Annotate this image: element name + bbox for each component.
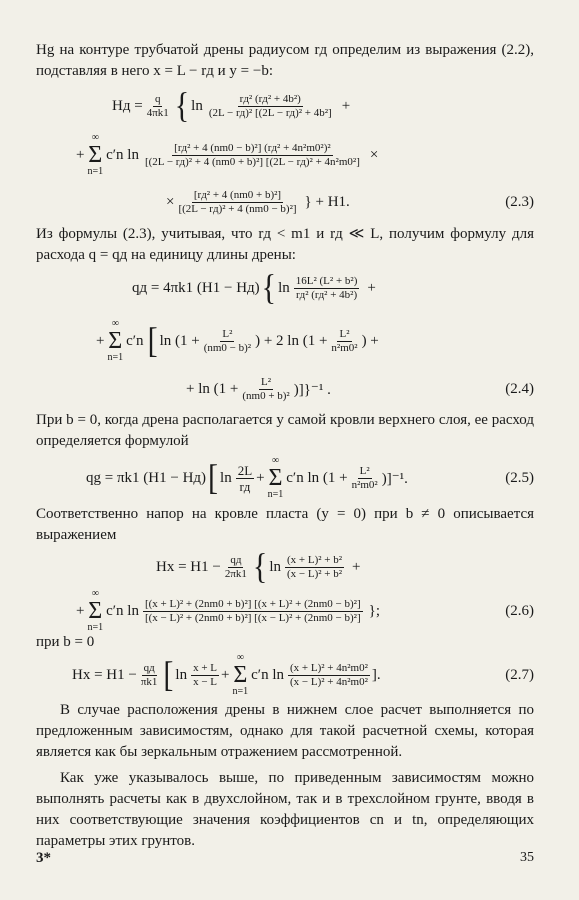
brace-open: { <box>174 85 190 126</box>
eq-ln: ln <box>278 279 290 296</box>
equation-2-4-line-2 <box>36 316 534 366</box>
eq-fraction: $\frac{qд}{2\pi k1}$ <box>224 553 247 580</box>
eq-ln: ln <box>269 558 281 575</box>
eq-operator: × <box>369 146 379 163</box>
sum-symbol: ∞ Σ n=1 <box>87 588 104 633</box>
signature-mark: 3* <box>36 850 51 866</box>
sum-symbol: ∞ Σ n=1 <box>107 318 124 363</box>
paragraph-conclusion: Как уже указывалось выше, по приведенным зависимостям можно выполнять расчеты как в двухслойном, так и в трехслойном грунте, вводя в них соответствующие значения коэффициентов cn и tn, определяющих параметры этих грунтов. <box>36 770 534 849</box>
eq-tail: )]}⁻¹ . <box>293 381 331 398</box>
equation-2-4-line-1 <box>36 268 534 308</box>
eq-lhs: Hx = H1 − <box>72 666 137 683</box>
sum-symbol: ∞ Σ n=1 <box>267 455 284 500</box>
eq-fraction: $\frac{qд}{\pi k1}$ <box>140 661 158 688</box>
bracket-open: [ <box>163 654 174 695</box>
equation-number: (2.4) <box>505 380 534 397</box>
eq-fraction: $\frac{2L}{rд}$ <box>237 462 253 494</box>
eq-lhs: qg = πk1 (H1 − Hд) <box>86 469 207 486</box>
paragraph-lower-layer: В случае расположения дрены в нижнем слое расчет выполняется по предложенным зависимостям, однако для такой расчетной схемы, которая является как бы зеркальным отражением рассмотренной. <box>36 702 534 760</box>
equation-number: (2.6) <box>505 602 534 619</box>
eq-operator: + <box>352 558 361 575</box>
equation-2-6-line-2 <box>36 586 534 636</box>
eq-fraction: $\frac{\text{16L² (L² + b²)}}{\text{rд² (rд² + 4b²)}}$ <box>295 274 358 301</box>
paragraph-when-b-zero: при b = 0 <box>36 634 95 650</box>
sum-symbol: ∞ Σ n=1 <box>87 132 104 177</box>
eq-tail: } + H1. <box>304 193 350 210</box>
eq-fraction: $\frac{\text{L²}}{\text{(nm0 + b)²}}$ <box>242 375 290 402</box>
eq-coefficient: c′n <box>126 332 144 349</box>
eq-fraction: $\frac{\text{[rд² + 4 (nm0 + b)²]}}{\text{[(2L − rд)² + 4 (nm0 − b)²]}}$ <box>178 188 297 215</box>
eq-lhs: qд = 4πk1 (H1 − Hд) <box>132 279 260 296</box>
equation-2-5 <box>36 454 534 502</box>
eq-tail: )]⁻¹. <box>381 470 408 487</box>
equation-2-7 <box>36 650 534 700</box>
eq-coefficient: c′n ln <box>106 602 139 619</box>
paragraph-flow: Из формулы (2.3), учитывая, что rд < m1 и rд ≪ L, получим формулу для расхода q = qд на единицу длины дрены: <box>36 226 534 263</box>
eq-operator: + <box>341 97 351 114</box>
sum-symbol: ∞ Σ n=1 <box>232 652 249 697</box>
equation-2-4-line-3 <box>36 370 534 408</box>
eq-ln: ln <box>191 97 203 114</box>
paragraph-intro: Hg на контуре трубчатой дрены радиусом rд определим из выражения (2.2), подставляя в него x = L − rд и y = −b: <box>36 42 534 79</box>
eq-coefficient: c′n ln <box>251 666 284 683</box>
eq-fraction: $\frac{x + L}{x - L}$ <box>193 661 218 688</box>
eq-tail: ]. <box>371 666 381 683</box>
eq-ln-term: ) + 2 ln (1 + <box>255 332 328 349</box>
paragraph-b-zero: При b = 0, когда дрена располагается у самой кровли верхнего слоя, ее расход определяется формулой <box>36 412 534 449</box>
eq-operator: + <box>76 602 85 619</box>
eq-fraction: $\frac{\text{(x + L)² + b²}}{\text{(x − L)² + b²}}$ <box>286 553 343 580</box>
brace-open: { <box>261 267 277 308</box>
equation-number: (2.5) <box>505 469 534 486</box>
eq-operator: + <box>367 279 376 296</box>
eq-fraction: $\frac{\text{L²}}{\text{(nm0 − b)²}}$ <box>203 327 252 354</box>
page-number: 35 <box>520 850 534 865</box>
eq-operator: + <box>256 469 265 486</box>
eq-coefficient: c′n ln (1 + <box>286 469 348 486</box>
equation-2-3-line-2 <box>36 130 534 180</box>
eq-fraction: $\frac{\text{[(x + L)² + (2nm0 + b)²] [(x + L)² + (2nm0 − b)²]}}{\text{[(x − L)² + (2nm0 + b)²] [(x − L)² + (2nm0 − b)²]}}$ <box>144 597 361 624</box>
eq-ln: ln <box>175 666 188 683</box>
eq-coefficient: c′n ln <box>106 146 139 163</box>
equation-number: (2.3) <box>505 193 534 210</box>
eq-operator: × <box>166 193 175 210</box>
brace-open: { <box>252 546 268 587</box>
eq-fraction: $\frac{\text{L²}}{\text{n²m0²}}$ <box>331 327 358 354</box>
eq-lhs: Hд = <box>112 97 143 114</box>
eq-tail: }; <box>368 602 381 619</box>
equation-number: (2.7) <box>505 666 534 683</box>
eq-operator: ) + <box>361 332 379 349</box>
bracket-open: [ <box>147 320 158 361</box>
equation-2-3-line-1 <box>36 86 534 126</box>
eq-fraction: $\frac{\text{rд² (rд² + 4b²)}}{\text{(2L − rд)² [(2L − rд)² + 4b²]}}$ <box>208 92 332 119</box>
equation-2-3-line-3 <box>36 184 534 220</box>
equation-2-6-line-1 <box>36 548 534 586</box>
eq-lhs: Hx = H1 − <box>156 558 221 575</box>
eq-fraction: $\frac{\text{(x + L)² + 4n²m0²}}{\text{(x − L)² + 4n²m0²}}$ <box>289 661 368 688</box>
eq-ln: ln <box>220 469 232 486</box>
eq-fraction: $\frac{\text{[rд² + 4 (nm0 − b)²] (rд² + 4n²m0²)²}}{\text{[(2L − rд)² + 4 (nm0 + b)²] [(2L − rд)² + 4n²m0²]}}$ <box>144 141 360 168</box>
eq-fraction: $\frac{\text{L²}}{\text{n²m0²}}$ <box>351 464 378 491</box>
eq-operator: + <box>96 332 105 349</box>
eq-ln-term: + ln (1 + <box>186 380 239 397</box>
eq-fraction: $\frac{q}{4\pi k1}$ <box>146 92 169 119</box>
bracket-open: [ <box>208 457 219 498</box>
eq-ln-term: ln (1 + <box>159 332 200 349</box>
eq-operator: + <box>76 146 85 163</box>
eq-operator: + <box>221 666 230 683</box>
paragraph-head: Соответственно напор на кровле пласта (y = 0) при b ≠ 0 описывается выражением <box>36 506 534 543</box>
